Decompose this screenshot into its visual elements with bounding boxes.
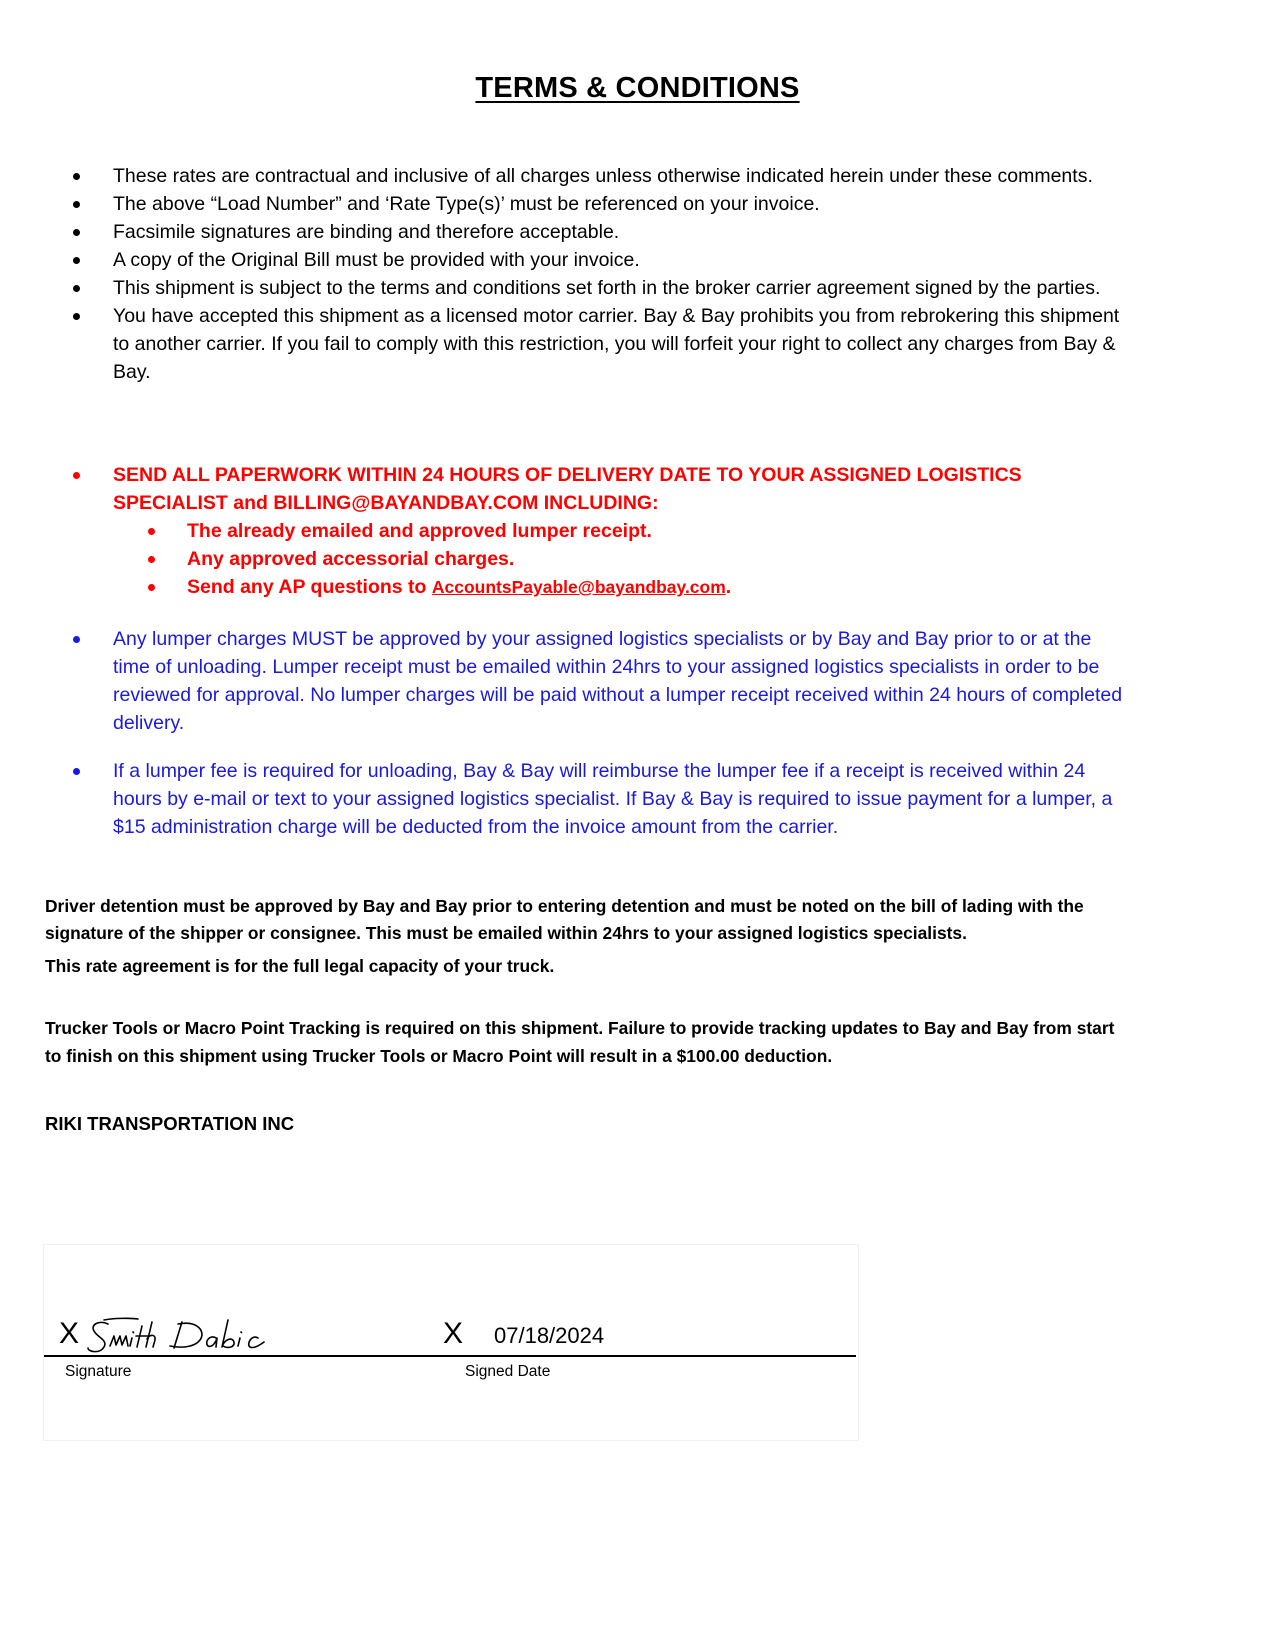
list-item	[145, 545, 1130, 573]
detention-paragraph: Driver detention must be approved by Bay and Bay prior to entering detention and must be noted on the bill of lading with the signature of the shipper or consignee. This must be emailed within 24hrs to your assigned logistics specialists.	[45, 896, 1084, 943]
signed-date-value: 07/18/2024	[494, 1323, 605, 1348]
list-item	[70, 162, 1130, 190]
lumper-text: Any lumper charges MUST be approved by your assigned logistics specialists or by Bay and Bay prior to or at the time of unloading. Lumper receipt must be emailed within 24hrs to your assigned logistics specialists in order to be reviewed for approval. No lumper charges will be paid without a lumper receipt received within 24 hours of completed delivery.	[113, 628, 1123, 734]
capacity-paragraph: This rate agreement is for the full legal capacity of your truck.	[45, 956, 555, 976]
ap-suffix: .	[725, 576, 732, 598]
bullet-icon	[73, 173, 80, 180]
term-text: Facsimile signatures are binding and therefore acceptable.	[113, 221, 620, 243]
list-item	[70, 190, 1130, 218]
date-x-mark: X	[443, 1317, 464, 1350]
bullet-icon	[73, 257, 80, 264]
list-item	[70, 246, 1130, 274]
bullet-icon	[148, 584, 155, 591]
bullet-icon	[73, 201, 80, 208]
list-item	[70, 757, 1130, 841]
term-text: A copy of the Original Bill must be provided with your invoice.	[113, 249, 640, 271]
tracking-paragraph: Trucker Tools or Macro Point Tracking is required on this shipment. Failure to provide tracking updates to Bay and Bay from start to finish on this shipment using Trucker Tools or Macro Point will result in a $100.00 deduction.	[45, 1018, 1115, 1066]
term-text: You have accepted this shipment as a licensed motor carrier. Bay & Bay prohibits you from rebrokering this shipment to another carrier. If you fail to comply with this restriction, you will forfeit your right to collect any charges from Bay & Bay.	[113, 305, 1120, 383]
paperwork-item: The already emailed and approved lumper receipt.	[187, 520, 652, 542]
signature-caption: Signature	[65, 1363, 132, 1380]
signature-x-mark: X	[59, 1317, 80, 1350]
general-terms-list	[70, 162, 1130, 386]
list-item	[70, 274, 1130, 302]
paperwork-items	[145, 517, 1130, 601]
bullet-icon	[73, 313, 80, 320]
paperwork-notice	[70, 461, 1130, 601]
bullet-icon	[73, 768, 80, 775]
lumper-text: If a lumper fee is required for unloading, Bay & Bay will reimburse the lumper fee if a receipt is received within 24 hours by e-mail or text to your assigned logistics specialist. If Bay & Bay is required to issue payment for a lumper, a $15 administration charge will be deducted from the invoice amount from the carrier.	[113, 760, 1113, 838]
list-item	[145, 573, 1130, 601]
ap-prefix: Send any AP questions to	[187, 576, 432, 598]
lumper-terms-list	[70, 625, 1130, 737]
page-title: TERMS & CONDITIONS	[475, 72, 800, 104]
accounts-payable-link[interactable]: AccountsPayable@bayandbay.com	[431, 577, 726, 597]
paperwork-text: SEND ALL PAPERWORK WITHIN 24 HOURS OF DELIVERY DATE TO YOUR ASSIGNED LOGISTICS SPECIALIST and BILLING@BAYANDBAY.COM INCLUDING:	[113, 464, 1022, 514]
bullet-icon	[73, 636, 80, 643]
term-text: These rates are contractual and inclusive of all charges unless otherwise indicated herein under these comments.	[113, 165, 1093, 187]
term-text: This shipment is subject to the terms and conditions set forth in the broker carrier agreement signed by the parties.	[113, 277, 1101, 299]
signature-line	[44, 1355, 856, 1357]
list-item	[70, 218, 1130, 246]
signed-date-caption: Signed Date	[465, 1363, 551, 1380]
paperwork-item: Any approved accessorial charges.	[187, 548, 515, 570]
company-name: RIKI TRANSPORTATION INC	[45, 1113, 295, 1134]
bullet-icon	[73, 285, 80, 292]
bullet-icon	[73, 472, 80, 479]
term-text: The above “Load Number” and ‘Rate Type(s)’ must be referenced on your invoice.	[113, 193, 820, 215]
list-item	[70, 625, 1130, 737]
bullet-icon	[73, 229, 80, 236]
handwritten-signature	[86, 1314, 296, 1356]
bullet-icon	[148, 528, 155, 535]
list-item	[70, 302, 1130, 386]
list-item	[70, 461, 1130, 601]
list-item	[145, 517, 1130, 545]
bullet-icon	[148, 556, 155, 563]
lumper-fee-list	[70, 757, 1130, 841]
